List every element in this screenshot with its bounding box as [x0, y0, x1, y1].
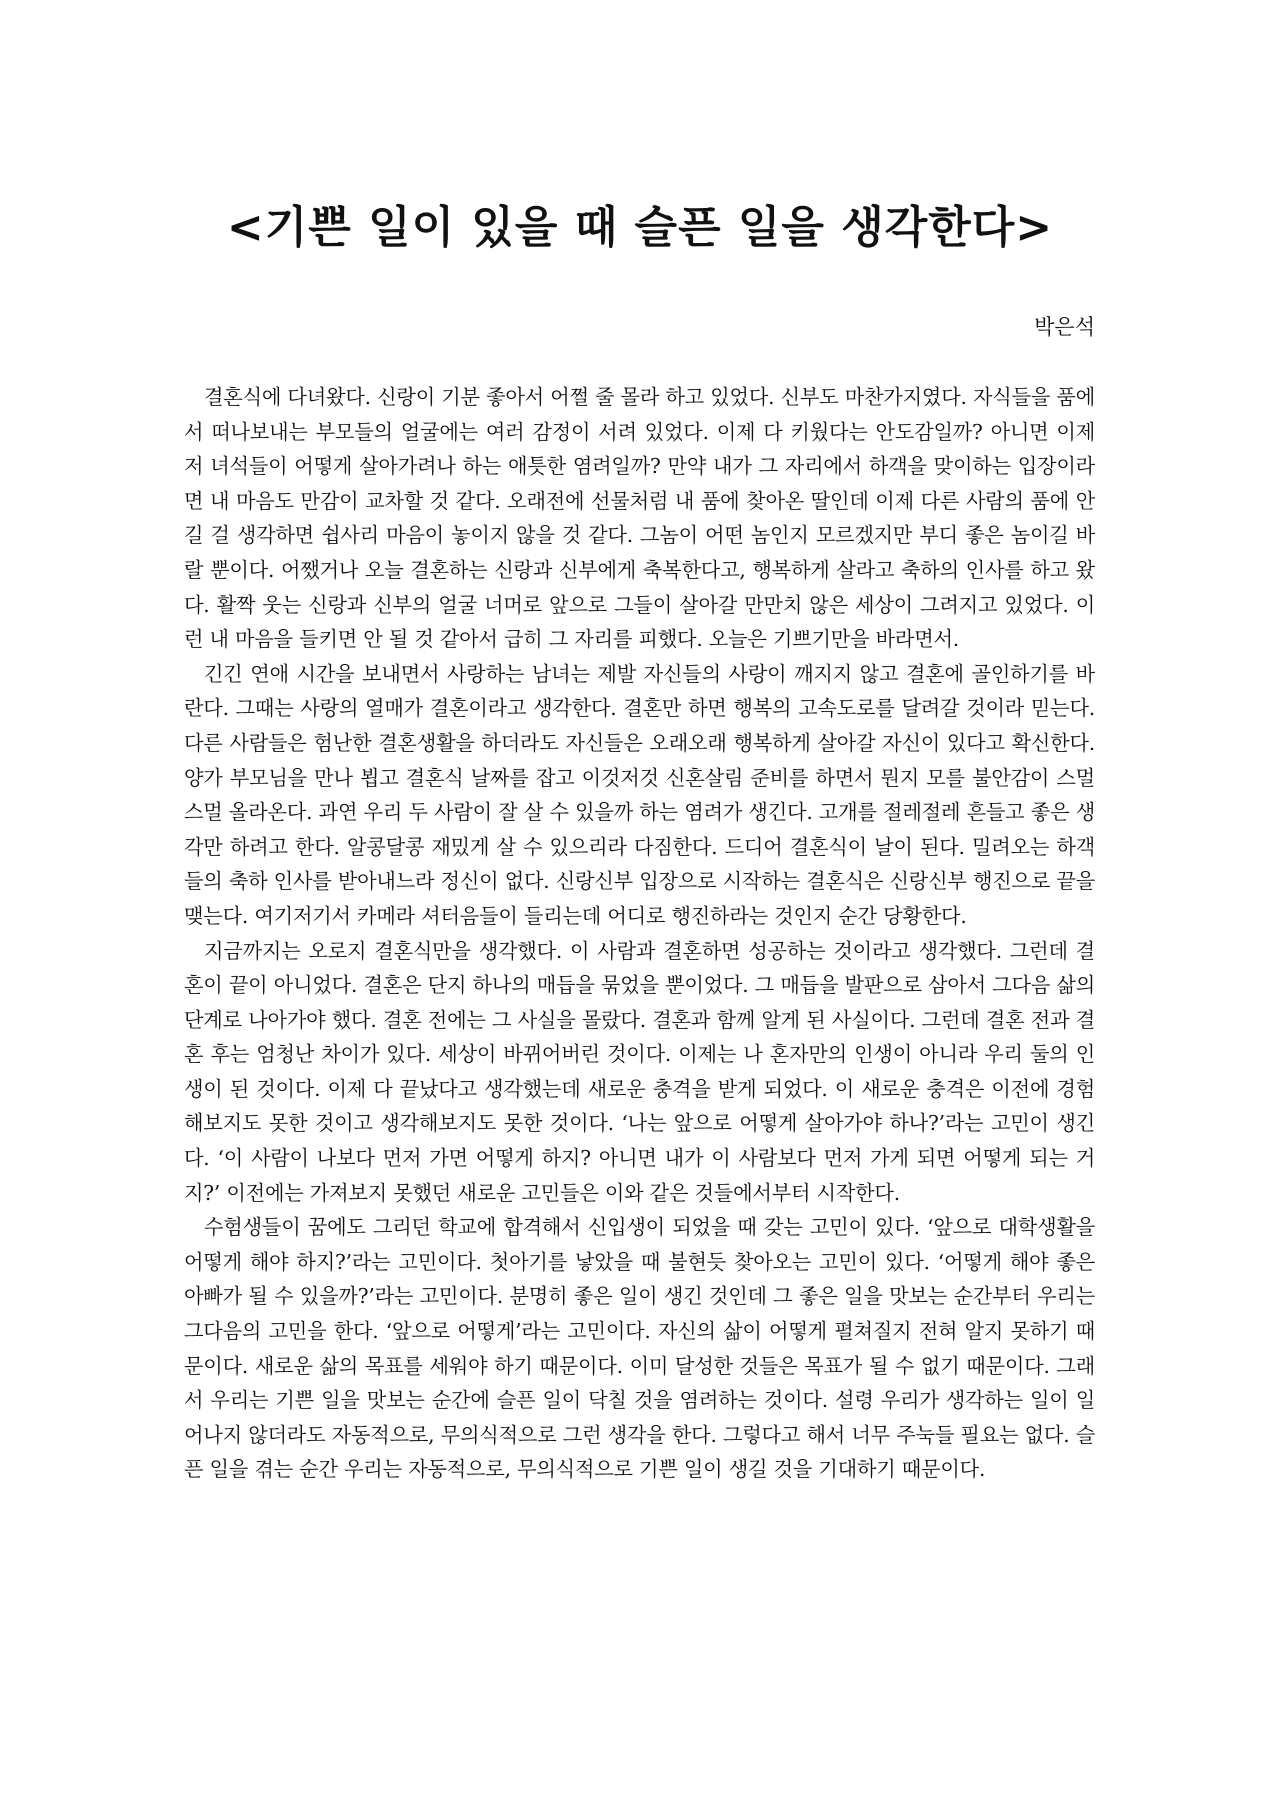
paragraph-2: 긴긴 연애 시간을 보내면서 사랑하는 남녀는 제발 자신들의 사랑이 깨지지 않고 결혼에 골인하기를 바란다. 그때는 사랑의 열매가 결혼이라고 생각한다. 결혼만 하면 행복의 고속도로를 달려갈 것이라 믿는다. 다른 사람들은 험난한 결혼생활을 하더라도 자신들은 오래오래 행복하게 살아갈 자신이 있다고 확신한다. 양가 부모님을 만나 뵙고 결혼식 날짜를 잡고 이것저것 신혼살림 준비를 하면서 뭔지 모를 불안감이 스멀스멀 올라온다. 과연 우리 두 사람이 잘 살 수 있을까 하는 염려가 생긴다. 고개를 절레절레 흔들고 좋은 생각만 하려고 한다. 알콩달콩 재밌게 살 수 있으리라 다짐한다. 드디어 결혼식이 날이 된다. 밀려오는 하객들의 축하 인사를 받아내느라 정신이 없다. 신랑신부 입장으로 시작하는 결혼식은 신랑신부 행진으로 끝을 맺는다. 여기저기서 카메라 셔터음들이 들리는데 어디로 행진하라는 것인지 순간 당황한다. [184, 661, 1095, 928]
document-title: <기쁜 일이 있을 때 슬픈 일을 생각한다> [226, 202, 1054, 253]
paragraph-1: 결혼식에 다녀왔다. 신랑이 기분 좋아서 어쩔 줄 몰라 하고 있었다. 신부도 마찬가지였다. 자식들을 품에서 떠나보내는 부모들의 얼굴에는 여러 감정이 서려 있었다. 이제 다 키웠다는 안도감일까? 아니면 이제 저 녀석들이 어떻게 살아가려나 하는 애틋한 염려일까? 만약 내가 그 자리에서 하객을 맞이하는 입장이라면 내 마음도 만감이 교차할 것 같다. 오래전에 선물처럼 내 품에 찾아온 딸인데 이제 다른 사람의 품에 안길 걸 생각하면 쉽사리 마음이 놓이지 않을 것 같다. 그놈이 어떤 놈인지 모르겠지만 부디 좋은 놈이길 바랄 뿐이다. 어쨌거나 오늘 결혼하는 신랑과 신부에게 축복한다고, 행복하게 살라고 축하의 인사를 하고 왔다. 활짝 웃는 신랑과 신부의 얼굴 너머로 앞으로 그들이 살아갈 만만치 않은 세상이 그려지고 있었다. 이런 내 마음을 들키면 안 될 것 같아서 급히 그 자리를 피했다. 오늘은 기쁘기만을 바라면서. [184, 385, 1095, 652]
document-body [184, 380, 1095, 1487]
paragraph-3: 지금까지는 오로지 결혼식만을 생각했다. 이 사람과 결혼하면 성공하는 것이라고 생각했다. 그런데 결혼이 끝이 아니었다. 결혼은 단지 하나의 매듭을 묶었을 뿐이었다. 그 매듭을 발판으로 삼아서 그다음 삶의 단계로 나아가야 했다. 결혼 전에는 그 사실을 몰랐다. 결혼과 함께 알게 된 사실이다. 그런데 결혼 전과 결혼 후는 엄청난 차이가 있다. 세상이 바뀌어버린 것이다. 이제는 나 혼자만의 인생이 아니라 우리 둘의 인생이 된 것이다. 이제 다 끝났다고 생각했는데 새로운 충격을 받게 되었다. 이 새로운 충격은 이전에 경험해보지도 못한 것이고 생각해보지도 못한 것이다. ‘나는 앞으로 어떻게 살아가야 하나?’라는 고민이 생긴다. ‘이 사람이 나보다 먼저 가면 어떻게 하지? 아니면 내가 이 사람보다 먼저 가게 되면 어떻게 되는 거지?’ 이전에는 가져보지 못했던 새로운 고민들은 이와 같은 것들에서부터 시작한다. [184, 938, 1095, 1205]
paragraph-4: 수험생들이 꿈에도 그리던 학교에 합격해서 신입생이 되었을 때 갖는 고민이 있다. ‘앞으로 대학생활을 어떻게 해야 하지?’라는 고민이다. 첫아기를 낳았을 때 불현듯 찾아오는 고민이 있다. ‘어떻게 해야 좋은 아빠가 될 수 있을까?’라는 고민이다. 분명히 좋은 일이 생긴 것인데 그 좋은 일을 맛보는 순간부터 우리는 그다음의 고민을 한다. ‘앞으로 어떻게’라는 고민이다. 자신의 삶이 어떻게 펼쳐질지 전혀 알지 못하기 때문이다. 새로운 삶의 목표를 세워야 하기 때문이다. 이미 달성한 것들은 목표가 될 수 없기 때문이다. 그래서 우리는 기쁜 일을 맛보는 순간에 슬픈 일이 닥칠 것을 염려하는 것이다. 설령 우리가 생각하는 일이 일어나지 않더라도 자동적으로, 무의식적으로 그런 생각을 한다. 그렇다고 해서 너무 주눅들 필요는 없다. 슬픈 일을 겪는 순간 우리는 자동적으로, 무의식적으로 기쁜 일이 생길 것을 기대하기 때문이다. [184, 1215, 1095, 1482]
author-name: 박은석 [1034, 315, 1095, 339]
